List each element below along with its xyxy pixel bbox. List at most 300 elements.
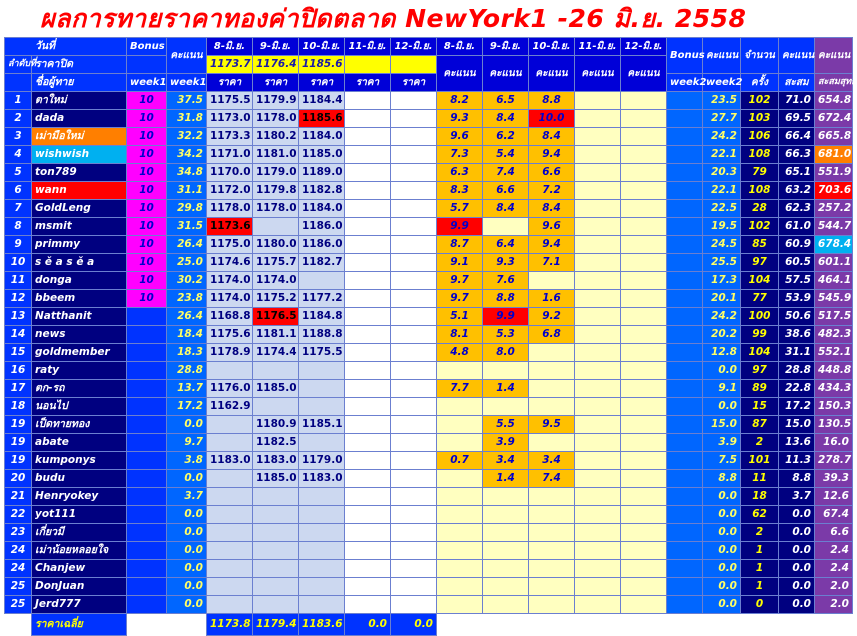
score-date-header-4: 11-มิ.ย. <box>575 38 621 56</box>
score-cell: 5.4 <box>483 146 529 164</box>
price-cell <box>391 506 437 524</box>
day-label: วันที่ <box>5 38 127 56</box>
member-name-cell: donga <box>32 272 127 290</box>
count-cell: 1 <box>741 560 779 578</box>
count-cell: 15 <box>741 398 779 416</box>
table-row <box>5 398 853 416</box>
week1-score-cell: 0.0 <box>167 596 207 614</box>
table-row <box>5 290 853 308</box>
member-name-cell: GoldLeng <box>32 200 127 218</box>
score-cell <box>575 488 621 506</box>
score-cell <box>575 110 621 128</box>
rank-cell: 19 <box>5 416 32 434</box>
price-cell: 1181.1 <box>253 326 299 344</box>
score-cell <box>575 308 621 326</box>
count-cell: 0 <box>741 596 779 614</box>
bonus2-header: Bonus <box>667 38 703 74</box>
count-header: จำนวน <box>741 38 779 74</box>
price-cell <box>391 236 437 254</box>
score-cell <box>621 200 667 218</box>
week1-score-cell: 34.2 <box>167 146 207 164</box>
price-cell: 1176.5 <box>253 308 299 326</box>
avg-blank <box>127 614 207 636</box>
price-label-1: ราคา <box>207 74 253 92</box>
grand-total-cell: 464.1 <box>815 272 853 290</box>
total-cell: 60.5 <box>779 254 815 272</box>
bonus-cell <box>127 542 167 560</box>
rank-cell: 10 <box>5 254 32 272</box>
week2-score-cell: 24.2 <box>703 128 741 146</box>
price-cell <box>391 470 437 488</box>
rank-cell: 18 <box>5 398 32 416</box>
count-cell: 2 <box>741 434 779 452</box>
score-cell <box>483 398 529 416</box>
price-cell: 1175.5 <box>299 344 345 362</box>
score-cell: 0.7 <box>437 452 483 470</box>
week2-score-cell: 22.5 <box>703 200 741 218</box>
price-cell <box>253 524 299 542</box>
score-cell <box>529 272 575 290</box>
score-cell: 6.6 <box>483 182 529 200</box>
score-cell <box>437 560 483 578</box>
bonus2-cell <box>667 434 703 452</box>
price-cell: 1179.0 <box>299 452 345 470</box>
week1-score-cell: 0.0 <box>167 416 207 434</box>
score-sub-4: คะแนน <box>575 56 621 92</box>
count-cell: 62 <box>741 506 779 524</box>
member-name-cell: Henryokey <box>32 488 127 506</box>
score-cell <box>621 578 667 596</box>
total-cell: 69.5 <box>779 110 815 128</box>
rank-cell: 15 <box>5 344 32 362</box>
price-cell <box>253 542 299 560</box>
price-cell <box>391 434 437 452</box>
score-cell <box>437 434 483 452</box>
bonus-cell <box>127 308 167 326</box>
total-cell: 0.0 <box>779 596 815 614</box>
price-cell <box>253 398 299 416</box>
grand-total-cell: 67.4 <box>815 506 853 524</box>
closing-price-2: 1176.4 <box>253 56 299 74</box>
week2-score-cell: 3.9 <box>703 434 741 452</box>
price-cell <box>391 326 437 344</box>
date-header-5: 12-มิ.ย. <box>391 38 437 56</box>
score-cell: 8.7 <box>437 236 483 254</box>
score-cell <box>621 362 667 380</box>
score-cell <box>575 128 621 146</box>
member-name-cell: yot111 <box>32 506 127 524</box>
score-cell: 6.4 <box>483 236 529 254</box>
rank-cell: 25 <box>5 578 32 596</box>
price-cell: 1173.6 <box>207 218 253 236</box>
total-cell: 62.3 <box>779 200 815 218</box>
bonus2-cell <box>667 488 703 506</box>
price-cell: 1173.3 <box>207 128 253 146</box>
count-cell: 101 <box>741 452 779 470</box>
rank-cell: 24 <box>5 560 32 578</box>
price-cell: 1185.6 <box>299 110 345 128</box>
price-cell <box>391 290 437 308</box>
table-row <box>5 128 853 146</box>
member-name-cell: dada <box>32 110 127 128</box>
price-cell: 1168.8 <box>207 308 253 326</box>
price-cell <box>391 578 437 596</box>
price-cell <box>391 92 437 110</box>
total-label: สะสม <box>779 74 815 92</box>
rank-cell: 22 <box>5 506 32 524</box>
price-cell: 1172.0 <box>207 182 253 200</box>
price-cell <box>299 524 345 542</box>
bonus-header-blank <box>127 56 167 74</box>
rank-cell: 13 <box>5 308 32 326</box>
score-date-header-1: 8-มิ.ย. <box>437 38 483 56</box>
closing-price-4 <box>345 56 391 74</box>
week1-score-cell: 0.0 <box>167 560 207 578</box>
price-cell <box>345 542 391 560</box>
bonus-cell: 10 <box>127 128 167 146</box>
price-cell <box>345 128 391 146</box>
week1-score-cell: 37.5 <box>167 92 207 110</box>
score-cell: 8.0 <box>483 344 529 362</box>
score-cell <box>621 416 667 434</box>
bonus-cell <box>127 380 167 398</box>
score-cell <box>621 92 667 110</box>
grand-total-cell: 665.8 <box>815 128 853 146</box>
table-row <box>5 578 853 596</box>
price-cell <box>207 470 253 488</box>
price-cell <box>299 560 345 578</box>
price-cell: 1178.0 <box>207 200 253 218</box>
score-cell <box>621 308 667 326</box>
rank-cell: 14 <box>5 326 32 344</box>
price-cell: 1174.0 <box>207 272 253 290</box>
price-cell <box>391 200 437 218</box>
avg-price-5: 0.0 <box>391 614 437 636</box>
score-cell <box>529 362 575 380</box>
score-cell <box>621 542 667 560</box>
score-cell <box>483 524 529 542</box>
price-cell: 1184.4 <box>299 92 345 110</box>
closing-price-5 <box>391 56 437 74</box>
score-cell <box>621 488 667 506</box>
bonus-cell: 10 <box>127 236 167 254</box>
price-cell <box>391 308 437 326</box>
price-cell: 1184.0 <box>299 128 345 146</box>
score-cell: 5.3 <box>483 326 529 344</box>
week2-score-cell: 15.0 <box>703 416 741 434</box>
total-cell: 13.6 <box>779 434 815 452</box>
price-cell <box>345 290 391 308</box>
rank-cell: 9 <box>5 236 32 254</box>
total-cell: 0.0 <box>779 524 815 542</box>
score-cell <box>621 470 667 488</box>
score-cell <box>437 362 483 380</box>
price-cell <box>391 380 437 398</box>
bonus2-cell <box>667 596 703 614</box>
count-cell: 108 <box>741 182 779 200</box>
score-cell: 5.1 <box>437 308 483 326</box>
closing-price-3: 1185.6 <box>299 56 345 74</box>
score-cell <box>575 578 621 596</box>
score-cell <box>483 506 529 524</box>
week2-score-cell: 20.1 <box>703 290 741 308</box>
score-cell <box>483 488 529 506</box>
week2-score-cell: 0.0 <box>703 542 741 560</box>
member-name-cell: s ě a s ě a <box>32 254 127 272</box>
member-name-cell: Chanjew <box>32 560 127 578</box>
score-cell <box>575 596 621 614</box>
week1-score-cell: 17.2 <box>167 398 207 416</box>
score-cell: 7.4 <box>483 164 529 182</box>
score-cell: 9.7 <box>437 272 483 290</box>
score-cell <box>575 506 621 524</box>
score-cell: 9.4 <box>529 146 575 164</box>
table-row <box>5 92 853 110</box>
table-row <box>5 182 853 200</box>
week1-score-cell: 31.1 <box>167 182 207 200</box>
price-cell <box>207 506 253 524</box>
rank-cell: 25 <box>5 596 32 614</box>
member-name-cell: goldmember <box>32 344 127 362</box>
bonus2-cell <box>667 128 703 146</box>
grand-total-cell: 2.0 <box>815 578 853 596</box>
rank-cell: 2 <box>5 110 32 128</box>
price-cell: 1175.5 <box>207 92 253 110</box>
member-name-cell: เกี่ยวมี <box>32 524 127 542</box>
week1-score-cell: 0.0 <box>167 470 207 488</box>
price-cell <box>253 506 299 524</box>
table-row <box>5 362 853 380</box>
price-cell: 1180.9 <box>253 416 299 434</box>
table-row <box>5 326 853 344</box>
week2-score-cell: 24.5 <box>703 236 741 254</box>
score-cell <box>621 146 667 164</box>
header-row-dates <box>5 38 853 56</box>
member-name-cell: เม่าน้อยหลอยใจ <box>32 542 127 560</box>
member-name-cell: primmy <box>32 236 127 254</box>
grand-total-cell: 681.0 <box>815 146 853 164</box>
score-cell: 6.3 <box>437 164 483 182</box>
price-cell <box>253 362 299 380</box>
total-cell: 66.4 <box>779 128 815 146</box>
score-sub-2: คะแนน <box>483 56 529 92</box>
score-cell: 8.1 <box>437 326 483 344</box>
price-cell <box>345 362 391 380</box>
bonus2-cell <box>667 236 703 254</box>
total-cell: 3.7 <box>779 488 815 506</box>
price-cell <box>345 488 391 506</box>
price-cell <box>345 578 391 596</box>
score-cell <box>621 434 667 452</box>
score-cell: 7.6 <box>483 272 529 290</box>
bonus2-cell <box>667 308 703 326</box>
rank-cell: 17 <box>5 380 32 398</box>
bonus-cell <box>127 488 167 506</box>
price-cell: 1176.0 <box>207 380 253 398</box>
grand-total-cell: 544.7 <box>815 218 853 236</box>
score-cell <box>529 488 575 506</box>
score-cell: 6.8 <box>529 326 575 344</box>
price-cell: 1185.1 <box>299 416 345 434</box>
price-cell <box>299 488 345 506</box>
price-cell: 1182.8 <box>299 182 345 200</box>
bonus2-cell <box>667 326 703 344</box>
score-cell <box>621 236 667 254</box>
score-cell <box>621 524 667 542</box>
price-cell <box>391 218 437 236</box>
grand-total-cell: 12.6 <box>815 488 853 506</box>
price-cell <box>253 578 299 596</box>
score-cell <box>621 560 667 578</box>
count-cell: 18 <box>741 488 779 506</box>
score-cell <box>529 596 575 614</box>
count-cell: 100 <box>741 308 779 326</box>
bonus2-cell <box>667 200 703 218</box>
total-cell: 8.8 <box>779 470 815 488</box>
member-name-cell: นอนไป <box>32 398 127 416</box>
price-cell <box>299 380 345 398</box>
score-cell <box>529 578 575 596</box>
total-cell: 17.2 <box>779 398 815 416</box>
price-cell <box>345 344 391 362</box>
score-cell: 8.4 <box>529 128 575 146</box>
score-cell: 3.4 <box>529 452 575 470</box>
avg-price-2: 1179.4 <box>253 614 299 636</box>
bonus-cell <box>127 416 167 434</box>
table-row <box>5 542 853 560</box>
week2-score-cell: 20.2 <box>703 326 741 344</box>
count-cell: 97 <box>741 362 779 380</box>
score-cell <box>483 578 529 596</box>
member-name-cell: wishwish <box>32 146 127 164</box>
price-label-2: ราคา <box>253 74 299 92</box>
grand-total-cell: 130.5 <box>815 416 853 434</box>
grand-total-cell: 2.4 <box>815 542 853 560</box>
score-cell <box>575 272 621 290</box>
count-cell: 89 <box>741 380 779 398</box>
price-cell: 1174.0 <box>207 290 253 308</box>
score-cell: 8.8 <box>529 92 575 110</box>
week1-score-cell: 34.8 <box>167 164 207 182</box>
member-name-cell: budu <box>32 470 127 488</box>
grand-total-cell: 6.6 <box>815 524 853 542</box>
price-cell <box>391 110 437 128</box>
week2-score-cell: 12.8 <box>703 344 741 362</box>
score-cell <box>575 92 621 110</box>
price-cell <box>345 200 391 218</box>
count-cell: 79 <box>741 164 779 182</box>
table-row <box>5 344 853 362</box>
score-cell <box>621 596 667 614</box>
price-cell <box>345 434 391 452</box>
score-cell <box>483 542 529 560</box>
price-cell: 1178.0 <box>253 110 299 128</box>
price-cell <box>207 578 253 596</box>
count-cell: 2 <box>741 524 779 542</box>
price-cell <box>345 218 391 236</box>
price-cell <box>253 218 299 236</box>
score-cell <box>483 362 529 380</box>
week1-score-cell: 18.4 <box>167 326 207 344</box>
score-cell <box>437 506 483 524</box>
price-cell <box>207 524 253 542</box>
score-cell <box>575 200 621 218</box>
week2-score-cell: 8.8 <box>703 470 741 488</box>
price-cell <box>391 344 437 362</box>
price-cell <box>345 272 391 290</box>
score-date-header-3: 10-มิ.ย. <box>529 38 575 56</box>
bonus-cell <box>127 524 167 542</box>
count-cell: 104 <box>741 344 779 362</box>
table-row <box>5 434 853 452</box>
rank-cell: 7 <box>5 200 32 218</box>
member-name-cell: msmit <box>32 218 127 236</box>
rank-blank <box>5 74 32 92</box>
count-cell: 102 <box>741 92 779 110</box>
rank-cell: 8 <box>5 218 32 236</box>
score-cell <box>621 164 667 182</box>
price-cell <box>345 146 391 164</box>
score-cell <box>529 398 575 416</box>
price-cell <box>207 596 253 614</box>
price-cell <box>391 524 437 542</box>
price-cell: 1177.2 <box>299 290 345 308</box>
price-cell <box>207 434 253 452</box>
price-cell: 1179.0 <box>253 164 299 182</box>
week1-score-cell: 30.2 <box>167 272 207 290</box>
score-cell <box>575 380 621 398</box>
price-cell: 1184.8 <box>299 308 345 326</box>
price-cell <box>391 416 437 434</box>
score-cell <box>529 506 575 524</box>
results-body <box>5 92 853 614</box>
price-cell: 1183.0 <box>253 452 299 470</box>
price-cell: 1175.0 <box>207 236 253 254</box>
score-cell: 1.6 <box>529 290 575 308</box>
rank-cell: 5 <box>5 164 32 182</box>
average-row <box>5 614 853 636</box>
count-cell: 97 <box>741 254 779 272</box>
price-cell: 1180.2 <box>253 128 299 146</box>
grand-total-cell: 2.4 <box>815 560 853 578</box>
total-cell: 60.9 <box>779 236 815 254</box>
bonus2-cell <box>667 164 703 182</box>
price-cell <box>345 236 391 254</box>
score-cell <box>437 488 483 506</box>
avg-label: ราคาเฉลี่ย <box>32 614 127 636</box>
score-cell: 1.4 <box>483 380 529 398</box>
price-cell: 1171.0 <box>207 146 253 164</box>
bonus2-cell <box>667 380 703 398</box>
score-cell <box>621 344 667 362</box>
count-cell: 1 <box>741 578 779 596</box>
count-cell: 106 <box>741 128 779 146</box>
total-cell: 0.0 <box>779 506 815 524</box>
total-cell: 28.8 <box>779 362 815 380</box>
price-cell <box>391 542 437 560</box>
week2-score-cell: 0.0 <box>703 488 741 506</box>
bonus2-cell <box>667 92 703 110</box>
price-cell: 1186.0 <box>299 218 345 236</box>
score-cell: 7.4 <box>529 470 575 488</box>
total-cell: 66.3 <box>779 146 815 164</box>
bonus-cell: 10 <box>127 92 167 110</box>
score-cell <box>529 560 575 578</box>
price-cell <box>345 164 391 182</box>
score-cell <box>621 380 667 398</box>
week1-score-cell: 32.2 <box>167 128 207 146</box>
price-cell <box>207 560 253 578</box>
